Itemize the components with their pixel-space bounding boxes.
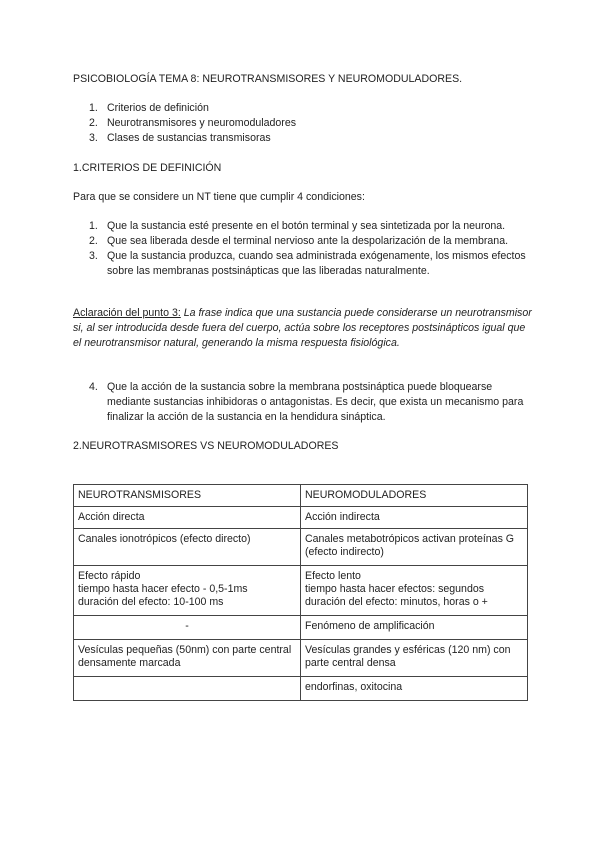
- clarification-text: La frase indica que una sustancia puede considerarse un neurotransmisor si, al ser introducida desde fuera del cuerpo, actúa sobre los receptores postsinápticos igual que el neurotransmisor natural, generando la misma respuesta fisiológica.: [73, 307, 532, 349]
- condition-item: 1. Que la sustancia esté presente en el botón terminal y sea sintetizada por la neurona.: [89, 220, 506, 232]
- table-cell: Canales metabotrópicos activan proteínas G (efecto indirecto): [301, 529, 528, 566]
- section2-heading: 2.NEUROTRASMISORES VS NEUROMODULADORES: [73, 440, 339, 452]
- table-row: [74, 507, 528, 529]
- condition-item: 4. Que la acción de la sustancia sobre la membrana postsináptica puede bloquearse mediante sustancias inhibidoras o antagonistas. Es decir, que exista un mecanismo para finalizar la acción de la sustancia en la hendidura sináptica.: [89, 381, 524, 423]
- table-header-row: [74, 485, 528, 507]
- condition-4-list: [73, 380, 533, 425]
- conditions-list: [73, 219, 533, 279]
- table-row: [74, 566, 528, 616]
- clarification-label: Aclaración del punto 3:: [73, 307, 181, 319]
- condition-item: 3. Que la sustancia produzca, cuando sea administrada exógenamente, los mismos efectos sobre las membranas postsinápticas que las liberadas naturalmente.: [89, 250, 526, 277]
- toc-item: 1. Criterios de definición: [89, 102, 209, 114]
- table-cell: Vesículas grandes y esféricas (120 nm) con parte central densa: [301, 640, 528, 677]
- table-cell: endorfinas, oxitocina: [301, 677, 528, 701]
- table-row: [74, 640, 528, 677]
- clarification-paragraph: [73, 306, 533, 351]
- table-cell: Fenómeno de amplificación: [301, 616, 528, 640]
- table-row: [74, 616, 528, 640]
- table-cell: Efecto rápido tiempo hasta hacer efecto - 0,5-1ms duración del efecto: 10-100 ms: [74, 566, 301, 616]
- table-cell: Canales ionotrópicos (efecto directo): [74, 529, 301, 566]
- page-title: PSICOBIOLOGÍA TEMA 8: NEUROTRANSMISORES Y NEUROMODULADORES.: [73, 73, 463, 85]
- header-cell: NEUROMODULADORES: [301, 485, 528, 507]
- toc-item: 2. Neurotransmisores y neuromoduladores: [89, 117, 297, 129]
- header-cell: NEUROTRANSMISORES: [74, 485, 301, 507]
- table-cell: Efecto lento tiempo hasta hacer efectos: segundos duración del efecto: minutos, horas o +: [301, 566, 528, 616]
- table-of-contents: [73, 101, 533, 146]
- table-cell: -: [74, 616, 301, 640]
- section1-heading: 1.CRITERIOS DE DEFINICIÓN: [73, 162, 222, 174]
- table-cell: [74, 677, 301, 701]
- comparison-table: [73, 484, 528, 701]
- table-row: [74, 529, 528, 566]
- table-cell: Acción indirecta: [301, 507, 528, 529]
- toc-item: 3. Clases de sustancias transmisoras: [89, 132, 271, 144]
- table-cell: Vesículas pequeñas (50nm) con parte central densamente marcada: [74, 640, 301, 677]
- condition-item: 2. Que sea liberada desde el terminal nervioso ante la despolarización de la membrana.: [89, 235, 509, 247]
- table-row: [74, 677, 528, 701]
- conditions-intro: Para que se considere un NT tiene que cumplir 4 condiciones:: [73, 191, 365, 203]
- table-cell: Acción directa: [74, 507, 301, 529]
